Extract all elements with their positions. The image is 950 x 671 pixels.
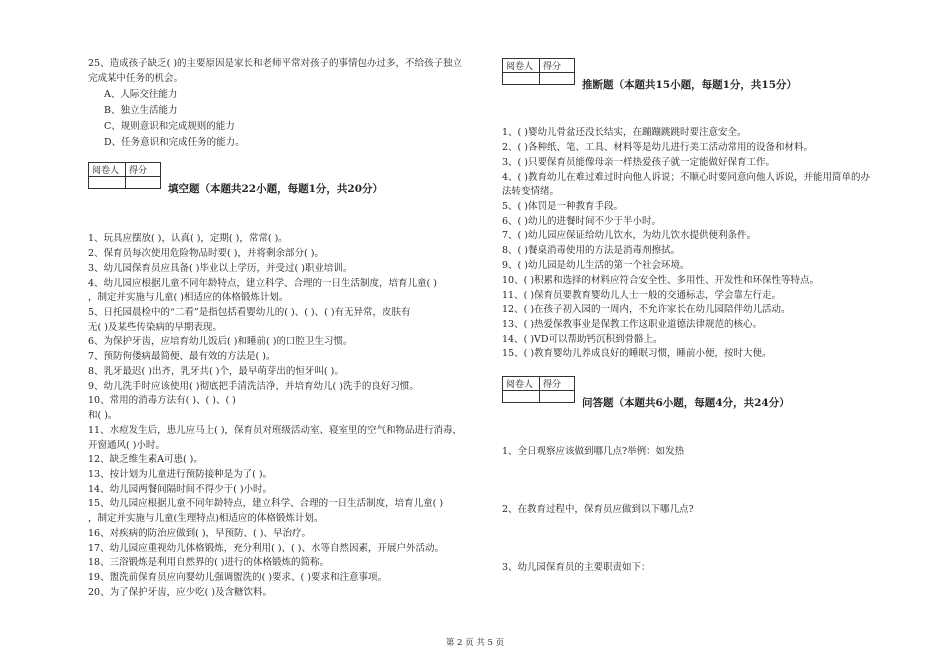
judge-line: 11、( )保育员要教育婴幼儿人士一般的交通标志，学会靠左行走。	[502, 290, 782, 301]
judge-line: 法转变情绪。	[502, 186, 560, 197]
q25-option-c: C、规则意识和完成规则的能力	[104, 121, 235, 132]
judge-line: 8、( )餐桌消毒使用的方法是消毒剂擦拭。	[502, 245, 680, 256]
q25-line-1: 25、造成孩子缺乏( )的主要原因是家长和老师平常对孩子的事情包办过多，不给孩子独立	[88, 58, 463, 69]
judge-line: 6、( )幼儿的进餐时间不少于半小时。	[502, 216, 661, 227]
q25-option-b: B、独立生活能力	[104, 105, 178, 116]
judge-line: 7、( )幼儿园应保证给幼儿饮水，为幼儿饮水提供便利条件。	[502, 230, 756, 241]
score-table-grader-cell[interactable]	[503, 73, 540, 85]
score-table-grader-cell[interactable]	[89, 177, 126, 189]
fill-line: 6、为保护牙齿，应培育幼儿饭后( )和睡前( )的口腔卫生习惯。	[88, 336, 353, 347]
fill-line: 7、预防佝偻病最简便、最有效的方法是( )。	[88, 351, 276, 362]
judge-line: 1、( )婴幼儿骨盆还没长结实，在蹦蹦跳跳时要注意安全。	[502, 127, 747, 138]
qa-question-2: 2、在教育过程中，保育员应做到以下哪几点?	[502, 504, 694, 515]
judge-score-table	[502, 58, 575, 85]
fill-line: 9、幼儿洗手时应该使用( )彻底把手清洗洁净，并培育幼儿( )洗手的良好习惯。	[88, 381, 419, 392]
fill-line: 无( )及某些传染病的早期表现。	[88, 322, 222, 333]
score-table-score-label: 得分	[540, 59, 575, 73]
judge-line: 4、( )教育幼儿在难过难过时向他人诉说；不顺心时要同意向他人诉说，并能用简单的办	[502, 172, 870, 183]
score-table-score-cell[interactable]	[126, 177, 161, 189]
judge-line: 13、( )热爱保教事业是保教工作这职业道德法律规范的核心。	[502, 319, 763, 330]
score-table-grader-cell[interactable]	[503, 391, 540, 403]
judge-line: 15、( )教育婴幼儿养成良好的睡眠习惯，睡前小便，按时大便。	[502, 348, 772, 359]
fill-line: 2、保育员每次使用危险物品时要( )，并将剩余部分( )。	[88, 248, 324, 259]
judge-line: 2、( )各种纸、笔、工具、材料等是幼儿进行美工活动常用的设备和材料。	[502, 142, 813, 153]
score-table-grader-label: 阅卷人	[503, 377, 540, 391]
fill-line: 3、幼儿园保育员应具备( )毕业以上学历，并受过( )职业培训。	[88, 263, 353, 274]
fill-section-title: 填空题（本题共22小题，每题1分，共20分）	[168, 183, 384, 195]
fill-line: 4、幼儿园应根据儿童不同年龄特点，建立科学、合理的一日生活制度，培育儿童( )	[88, 278, 437, 289]
fill-line: ，制定并实施与儿童(生理特点)相适应的体格锻炼计划。	[88, 513, 324, 524]
judge-line: 5、( )体罚是一种教育手段。	[502, 201, 623, 212]
fill-score-table	[88, 162, 161, 189]
qa-score-table	[502, 376, 575, 403]
q25-option-d: D、任务意识和完成任务的能力。	[104, 137, 245, 148]
fill-line: 5、日托园晨检中的“二看”是指包括看婴幼儿的( )、( )、( )有无异常，皮肤有	[88, 307, 411, 318]
q25-line-2: 完成某中任务的机会。	[88, 73, 184, 84]
judge-line: 3、( )只要保育员能像母亲一样热爱孩子就一定能做好保育工作。	[502, 157, 775, 168]
qa-section-title: 问答题（本题共6小题，每题4分，共24分）	[582, 397, 790, 409]
fill-line: 13、按计划为儿童进行预防接种是为了( )。	[88, 469, 273, 480]
fill-line: 8、乳牙最迟( )出齐，乳牙共( )个，最早萌芽出的恒牙叫( )。	[88, 366, 344, 377]
fill-line: 20、为了保护牙齿，应少吃( )及含糖饮料。	[88, 587, 273, 598]
score-table-grader-label: 阅卷人	[503, 59, 540, 73]
score-table-score-label: 得分	[540, 377, 575, 391]
score-table-score-cell[interactable]	[540, 391, 575, 403]
fill-line: 17、幼儿园应重视幼儿体格锻炼，充分利用( )、( )、水等自然因素，开展户外活动。	[88, 543, 444, 554]
page-footer: 第 2 页 共 5 页	[445, 638, 505, 648]
fill-line: 1、玩具应摆放( )，认真( )，定期( )，常常( )。	[88, 233, 288, 244]
score-table-grader-label: 阅卷人	[89, 163, 126, 177]
fill-line: 16、对疾病的防治应做到( )，早预防、( )、早治疗。	[88, 528, 311, 539]
fill-line: 和( )。	[88, 410, 118, 421]
qa-question-3: 3、幼儿园保育员的主要职责如下：	[502, 562, 651, 573]
judge-line: 10、( )积累和选择的材料应符合安全性、多用性、开发性和环保性等特点。	[502, 275, 820, 286]
fill-line: 19、盥洗前保育员应向婴幼儿强调盥洗的( )要求、( )要求和注意事项。	[88, 572, 387, 583]
judge-line: 12、( )在孩子初入园的一周内，不允许家长在幼儿园陪伴幼儿活动。	[502, 304, 791, 315]
judge-section-title: 推断题（本题共15小题，每题1分，共15分）	[582, 79, 798, 91]
score-table-score-label: 得分	[126, 163, 161, 177]
fill-line: 15、幼儿园应根据儿童不同年龄特点，建立科学、合理的一日生活制度，培育儿童( )	[88, 498, 444, 509]
q25-option-a: A、人际交往能力	[104, 89, 178, 100]
fill-line: 12、缺乏维生素A可患( )。	[88, 454, 203, 465]
score-table-score-cell[interactable]	[540, 73, 575, 85]
judge-line: 14、( )VD可以帮助钙沉积到骨骼上。	[502, 334, 663, 345]
qa-question-1: 1、全日观察应该做到哪几点?举例：如发热	[502, 446, 685, 457]
fill-line: 开窗通风( )小时。	[88, 440, 165, 451]
fill-line: 11、水痘发生后，患儿应马上( )，保育员对班级活动室、寝室里的空气和物品进行消毒，	[88, 425, 463, 436]
fill-line: 14、幼儿园两餐间隔时间不得少于( )小时。	[88, 484, 273, 495]
fill-line: ，制定并实施与儿童( )相适应的体格锻炼计划。	[88, 292, 289, 303]
fill-line: 18、三浴锻炼是利用自然界的( )进行的体格锻炼的简称。	[88, 557, 330, 568]
fill-line: 10、常用的消毒方法有( )、( )、( )	[88, 395, 236, 406]
judge-line: 9、( )幼儿园是幼儿生活的第一个社会环境。	[502, 260, 690, 271]
